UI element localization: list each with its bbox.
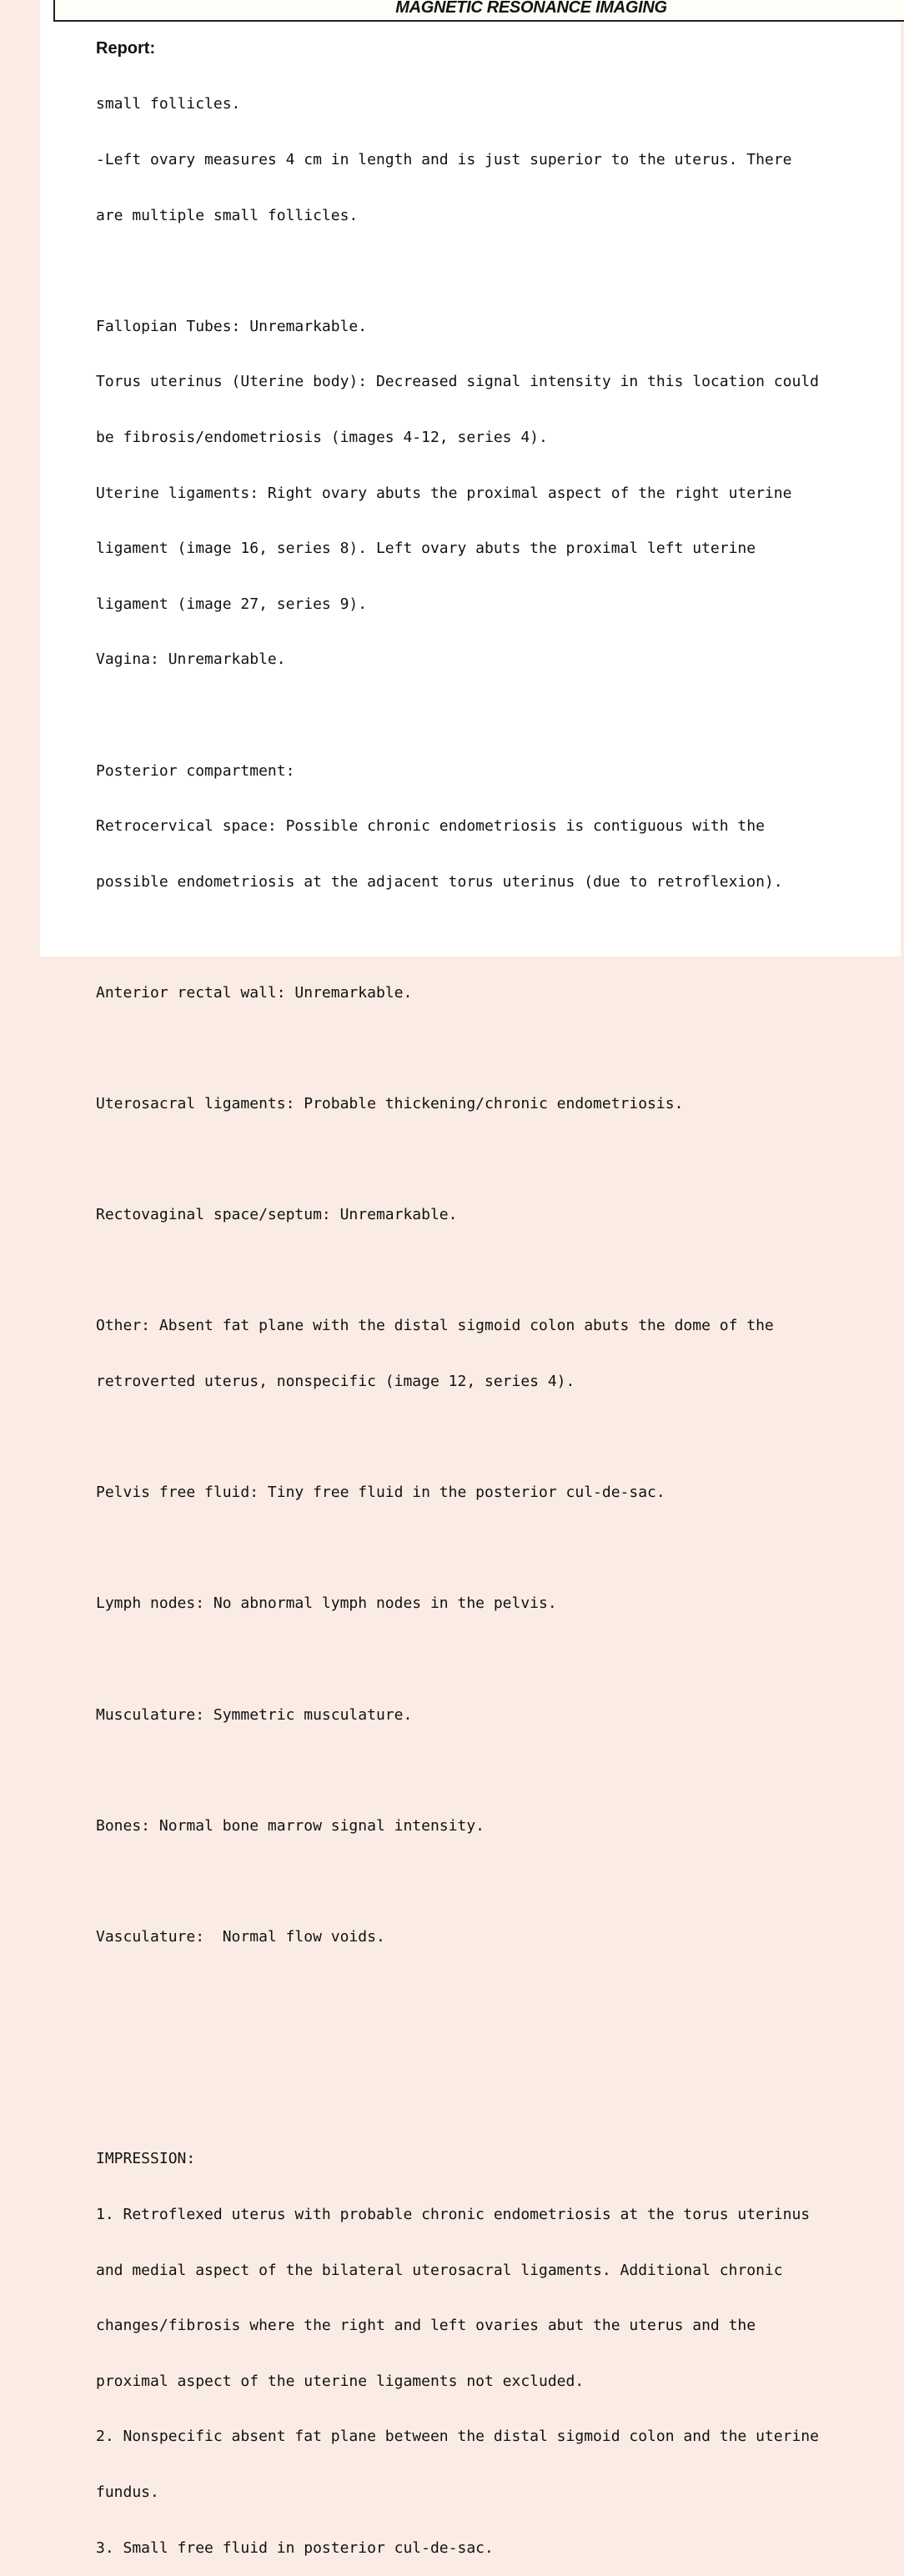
uterosacral-ligaments-finding: Uterosacral ligaments: Probable thickening/chronic endometriosis. (96, 1095, 684, 1113)
retrocervical-space-finding: Retrocervical space: Possible chronic endometriosis is contiguous with the (96, 817, 765, 836)
impression-line: 2. Nonspecific absent fat plane between the distal sigmoid colon and the uterine (96, 2428, 819, 2446)
uterine-ligaments-finding: ligament (image 16, series 8). Left ovary abuts the proximal left uterine (96, 540, 756, 558)
document-title: MAGNETIC RESONANCE IMAGING (395, 0, 667, 17)
impression-heading: IMPRESSION: (96, 2150, 196, 2168)
uterine-ligaments-finding: Uterine ligaments: Right ovary abuts the proximal aspect of the right uterine (96, 484, 792, 502)
uterine-ligaments-finding: ligament (image 27, series 9). (96, 595, 368, 613)
impression-line: and medial aspect of the bilateral uterosacral ligaments. Additional chronic (96, 2261, 783, 2279)
retrocervical-space-finding: possible endometriosis at the adjacent torus uterinus (due to retroflexion). (96, 872, 783, 891)
posterior-compartment-heading: Posterior compartment: (96, 761, 295, 780)
pelvis-free-fluid-finding: Pelvis free fluid: Tiny free fluid in the posterior cul-de-sac. (96, 1484, 665, 1502)
rectovaginal-space-finding: Rectovaginal space/septum: Unremarkable. (96, 1206, 458, 1224)
torus-uterinus-finding: Torus uterinus (Uterine body): Decreased signal intensity in this location could (96, 373, 819, 391)
impression-line: 1. Retroflexed uterus with probable chronic endometriosis at the torus uterinus (96, 2205, 811, 2223)
vasculature-finding: Vasculature: Normal flow voids. (96, 1928, 385, 1946)
report-line: are multiple small follicles. (96, 206, 359, 224)
impression-line: changes/fibrosis where the right and left ovaries abut the uterus and the (96, 2317, 756, 2335)
vagina-finding: Vagina: Unremarkable. (96, 650, 286, 669)
fallopian-tubes-finding: Fallopian Tubes: Unremarkable. (96, 317, 368, 335)
report-body (96, 58, 880, 2576)
report-line: small follicles. (96, 95, 241, 113)
lymph-nodes-finding: Lymph nodes: No abnormal lymph nodes in the pelvis. (96, 1594, 557, 1613)
bones-finding: Bones: Normal bone marrow signal intensity. (96, 1816, 485, 1835)
anterior-rectal-wall-finding: Anterior rectal wall: Unremarkable. (96, 983, 413, 1002)
other-finding: retroverted uterus, nonspecific (image 12, series 4). (96, 1373, 575, 1391)
report-heading: Report: (96, 39, 156, 58)
impression-line: fundus. (96, 2483, 159, 2501)
musculature-finding: Musculature: Symmetric musculature. (96, 1705, 413, 1724)
other-finding: Other: Absent fat plane with the distal sigmoid colon abuts the dome of the (96, 1317, 774, 1335)
header-banner (53, 0, 904, 22)
torus-uterinus-finding: be fibrosis/endometriosis (images 4-12, series 4). (96, 428, 548, 446)
report-line: -Left ovary measures 4 cm in length and is just superior to the uterus. There (96, 151, 792, 168)
impression-line: 3. Small free fluid in posterior cul-de-sac. (96, 2538, 494, 2557)
impression-line: proximal aspect of the uterine ligaments not excluded. (96, 2372, 585, 2390)
